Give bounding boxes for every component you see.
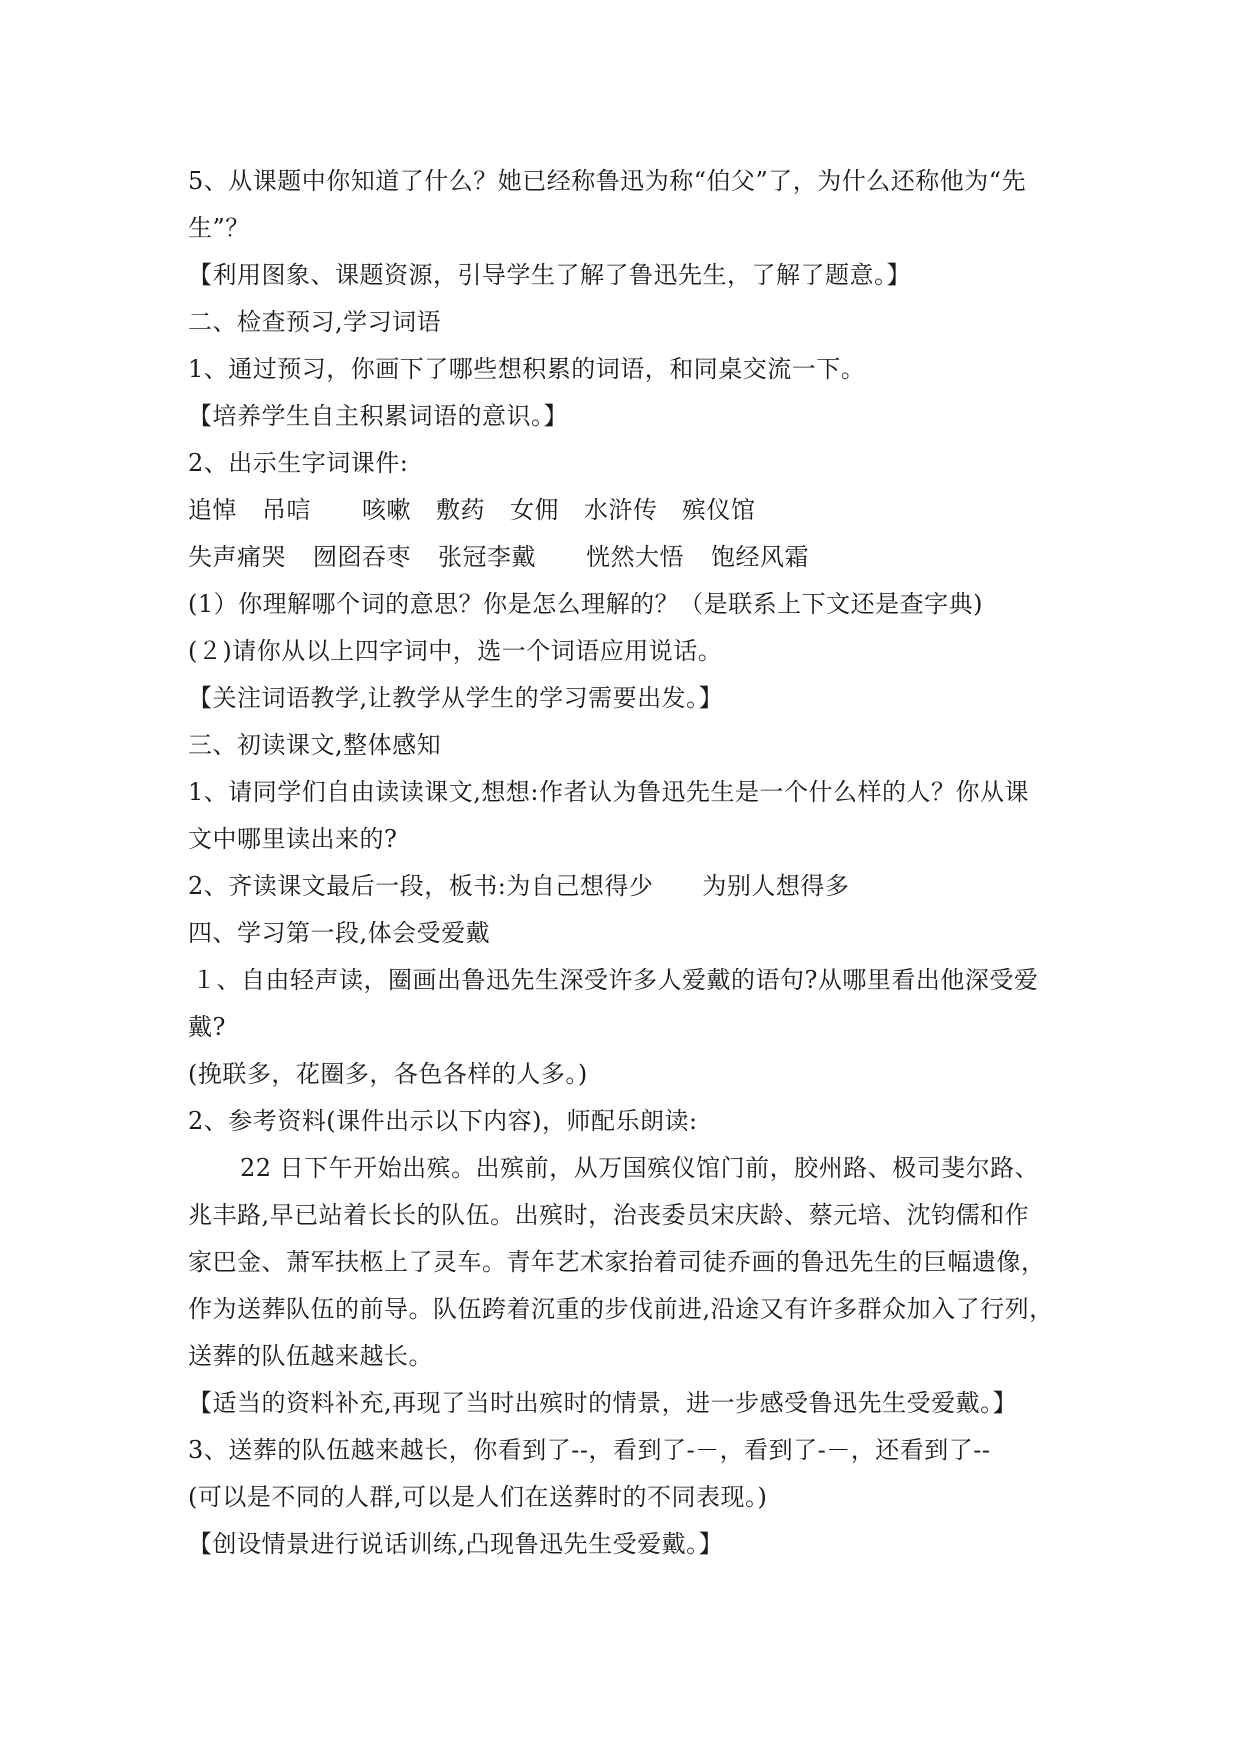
design-note: 【培养学生自主积累词语的意识。】 <box>188 402 568 430</box>
question-5: 5、从课题中你知道了什么？她已经称鲁迅为称“伯父”了，为什么还称他为“先 <box>188 167 1027 195</box>
vocab-word: 囫囵吞枣 <box>313 543 411 571</box>
vocab-word: 饱经风霜 <box>711 543 809 571</box>
design-note: 【适当的资料补充,再现了当时出殡时的情景，进一步感受鲁迅先生受爱戴。】 <box>188 1389 1018 1417</box>
design-note: 【利用图象、课题资源，引导学生了解了鲁迅先生，了解了题意。】 <box>188 261 911 289</box>
step-text: 2、齐读课文最后一段，板书:为自己想得少 为别人想得多 <box>188 872 850 900</box>
step-text: 3、送葬的队伍越来越长，你看到了--，看到了-－，看到了-－，还看到了-- <box>188 1436 991 1464</box>
step-text: 1、请同学们自由读读课文,想想:作者认为鲁迅先生是一个什么样的人？你从课 <box>188 778 1029 806</box>
vocab-word: 张冠李戴 <box>438 543 536 571</box>
step-text: 2、参考资料(课件出示以下内容)，师配乐朗读: <box>188 1107 698 1135</box>
lesson-plan-text <box>188 158 1058 1568</box>
design-note: 【创设情景进行说话训练,凸现鲁迅先生受爱戴。】 <box>188 1530 724 1558</box>
vocab-word: 水浒传 <box>584 496 658 524</box>
step-text: 1、通过预习，你画下了哪些想积累的词语，和同桌交流一下。 <box>188 355 866 383</box>
reference-paragraph: 家巴金、萧军扶柩上了灵车。青年艺术家抬着司徒乔画的鲁迅先生的巨幅遗像， <box>188 1248 1046 1276</box>
vocab-row-1 <box>188 487 1058 534</box>
step-text: １、自由轻声读，圈画出鲁迅先生深受许多人爱戴的语句?从哪里看出他深受爱 <box>192 966 1039 994</box>
reference-paragraph: 兆丰路,早已站着长长的队伍。出殡时，治丧委员宋庆龄、蔡元培、沈钧儒和作 <box>188 1201 1030 1229</box>
sub-question-1: (1）你理解哪个词的意思？你是怎么理解的？（是联系上下文还是查字典) <box>188 590 983 618</box>
section-heading-4: 四、学习第一段,体会受爱戴 <box>188 919 491 947</box>
step-text-continued: 戴? <box>188 1013 226 1041</box>
vocab-word: 恍然大悟 <box>586 543 684 571</box>
section-heading-3: 三、初读课文,整体感知 <box>188 731 442 759</box>
vocab-word: 失声痛哭 <box>188 543 286 571</box>
section-heading-2: 二、检查预习,学习词语 <box>188 308 442 336</box>
vocab-word: 咳嗽 <box>362 496 411 524</box>
answer-note: (挽联多，花圈多，各色各样的人多。) <box>188 1060 588 1088</box>
vocab-word: 吊唁 <box>262 496 311 524</box>
sub-question-2: (２)请你从以上四字词中，选一个词语应用说话。 <box>188 637 723 665</box>
step-text-continued: 文中哪里读出来的? <box>188 825 398 853</box>
vocab-word: 追悼 <box>188 496 237 524</box>
reference-paragraph: 送葬的队伍越来越长。 <box>188 1342 433 1370</box>
vocab-word: 女佣 <box>510 496 559 524</box>
design-note: 【关注词语教学,让教学从学生的学习需要出发。】 <box>188 684 724 712</box>
vocab-word: 殡仪馆 <box>682 496 756 524</box>
answer-note: (可以是不同的人群,可以是人们在送葬时的不同表现。) <box>188 1483 768 1511</box>
reference-paragraph: 作为送葬队伍的前导。队伍跨着沉重的步伐前进,沿途又有许多群众加入了行列， <box>188 1295 1054 1323</box>
step-text: 2、出示生字词课件: <box>188 449 409 477</box>
vocab-word: 敷药 <box>436 496 485 524</box>
vocab-row-2 <box>188 534 1058 581</box>
reference-paragraph: 22 日下午开始出殡。出殡前，从万国殡仪馆门前，胶州路、极司斐尔路、 <box>240 1154 1040 1182</box>
question-5-continued: 生”？ <box>188 214 250 242</box>
